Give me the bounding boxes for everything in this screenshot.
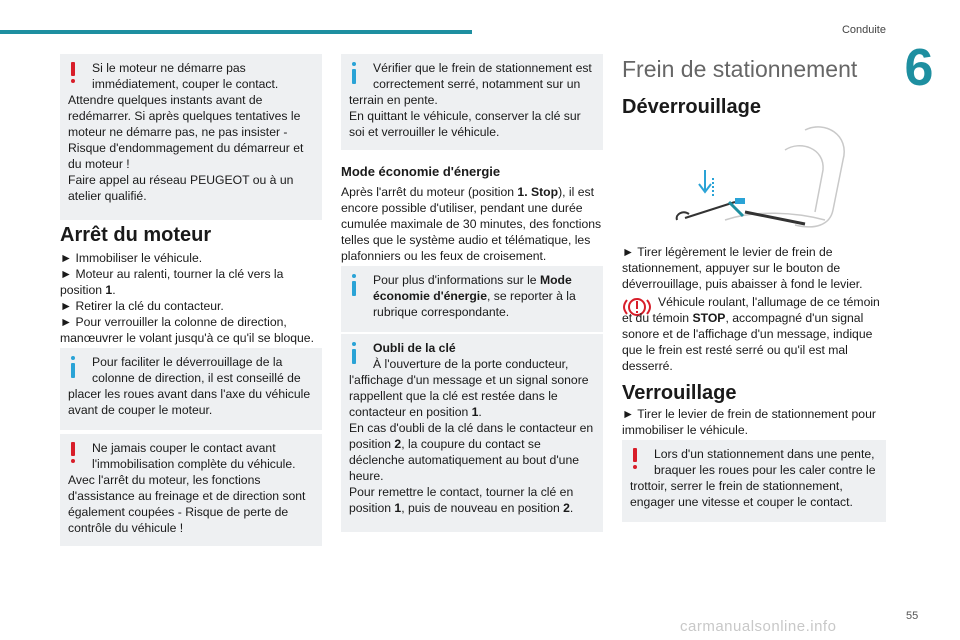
page-section-title: Frein de stationnement [622,56,858,82]
heading-engine-stop: Arrêt du moteur [60,224,212,246]
lock-instructions: ► Tirer le levier de frein de stationnement pour immobiliser le véhicule. [622,407,876,437]
header-accent-bar [0,30,472,34]
info-text-rest: terrain en pente. En quittant le véhicule, conserver la clé sur soi et verrouiller le véhicule. [349,93,581,139]
step-4: ► Pour verrouiller la colonne de direction, manœuvrer le volant jusqu'à ce qu'il se bloque. [60,315,314,345]
heading-unlock: Déverrouillage [622,96,761,118]
warning-text-rest: Avec l'arrêt du moteur, les fonctions d'assistance au freinage et de direction sont également coupées - Risque de perte de contrôle du véhicule ! [68,473,306,535]
info-line-1: À l'ouverture de la porte conducteur, [373,357,569,371]
info-box-energy [341,266,603,332]
warning-text-first: Si le moteur ne démarre pas immédiatement, couper le contact. [92,61,279,91]
step-2: ► Moteur au ralenti, tourner la clé vers la position 1. [60,267,284,297]
heading-lock: Verrouillage [622,382,737,404]
step-3: ► Retirer la clé du contacteur. [60,299,224,313]
info-icon [349,62,359,84]
info-box-parking-brake [341,54,603,150]
warning-icon [68,62,78,84]
warning-icon [630,448,640,470]
warning-icon [68,442,78,464]
chapter-number: 6 [904,39,934,97]
warning-text-rest: Attendre quelques instants avant de redémarrer. Si après quelques tentatives le moteur ne démarre pas, ne pas insister - Risque d'endommagement du démarreur et du moteur ! Faire appel au réseau PEUGEOT ou à un atelier qualifié. [68,93,304,203]
step-1: ► Immobiliser le véhicule. [60,251,203,265]
warning-box-slope [622,440,886,522]
energy-mode-paragraph: Après l'arrêt du moteur (position 1. Stop), il est encore possible d'utiliser, pendant une durée cumulée maximale de 30 minutes, des fonctions telles que le système audio et télématique, les plafonniers ou les feux de croisement. [341,185,602,263]
info-icon [68,356,78,378]
warning-text-rest: trottoir, serrer le frein de stationnement, engager une vitesse et couper le contact. [630,479,853,509]
unlock-instructions: ► Tirer légèrement le levier de frein de stationnement, appuyer sur le bouton de déverrouillage, puis abaisser à fond le levier. [622,245,863,291]
info-line-3: En cas d'oubli de la clé dans le contacteur en position 2, la coupure du contact se déclenche automatiquement au bout d'une heure. [349,421,594,483]
info-text-rest: placer les roues avant dans l'axe du véhicule avant de couper le moteur. [68,387,311,417]
parking-brake-illustration [665,120,865,240]
info-text-first: Pour faciliter le déverrouillage de la colonne de direction, il est conseillé de [92,355,301,385]
info-icon [349,274,359,296]
info-text: Pour plus d'informations sur le Mode économie d'énergie, se reporter à la rubrique correspondante. [373,273,576,319]
page-number: 55 [906,610,919,622]
info-line-2: l'affichage d'un message et un signal sonore rappellent que la clé est restée dans le contacteur en position 1. [349,373,589,419]
watermark: carmanualsonline.info [680,618,837,635]
warning-box-start [60,54,322,220]
warning-text-first: Lors d'un stationnement dans une pente, braquer les roues pour les caler contre le [654,447,876,477]
warning-text-first: Ne jamais couper le contact avant l'immobilisation complète du véhicule. [92,441,296,471]
warning-box-ignition [60,434,322,546]
info-line-4: Pour remettre le contact, tourner la clé en position 1, puis de nouveau en position 2. [349,485,574,515]
info-text-first: Vérifier que le frein de stationnement est correctement serré, notamment sur un [373,61,592,91]
section-title: Conduite [841,24,886,36]
engine-stop-steps [60,250,322,346]
info-box-steering [60,348,322,430]
info-title: Oubli de la clé [373,341,456,355]
info-icon [349,342,359,364]
info-box-forgotten-key [341,334,603,532]
heading-energy-mode: Mode économie d'énergie [341,164,501,179]
alert-description: Véhicule roulant, l'allumage de ce témoin et du témoin STOP, accompagné d'un signal sonore et de l'affichage d'un message, indique que le frein est resté serré ou qu'il est mal desserré. [622,295,880,373]
